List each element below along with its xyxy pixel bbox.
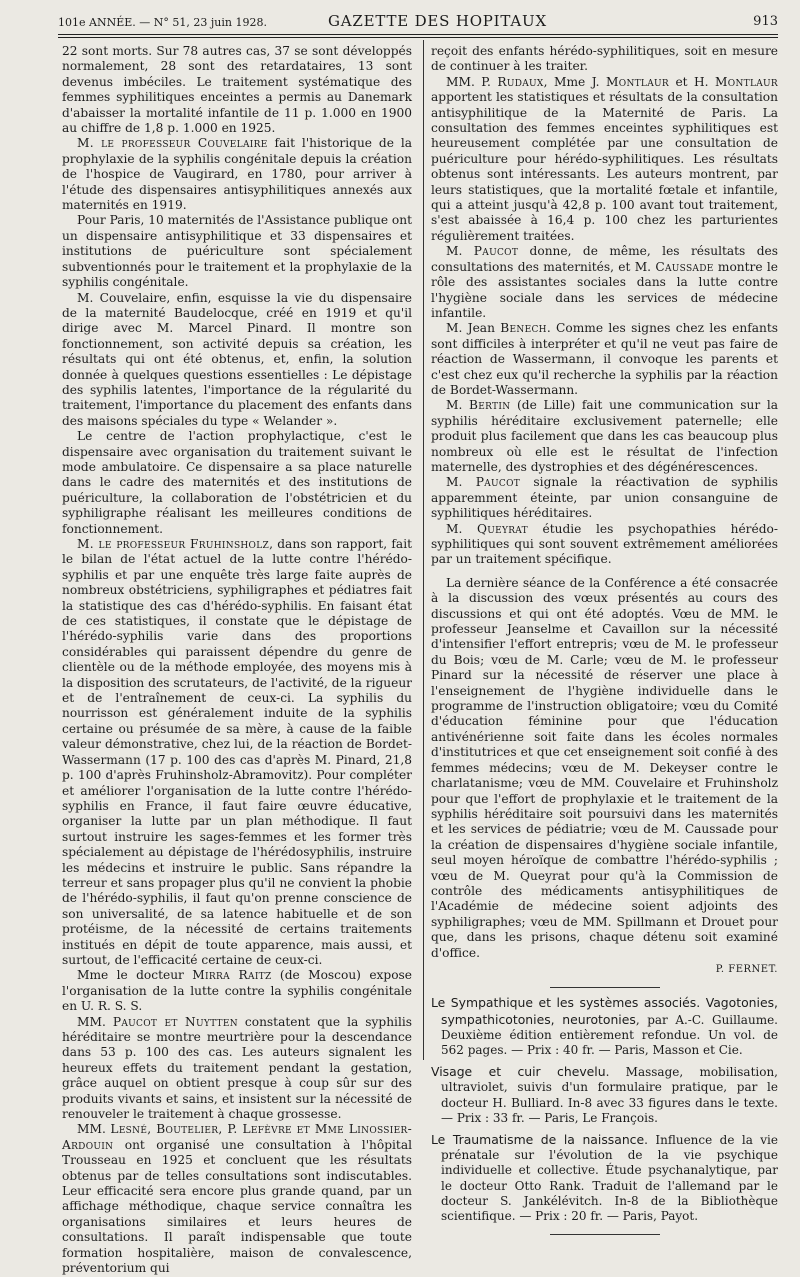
paragraph-text: ont organisé une consultation à l'hôpital Trousseau en 1925 et concluent que les résultats obtenus par de telles consultations sont indiscutables. Leur efficacité sera encore plus grande quand, par un affichage méthodique, chaque service connaîtra les organisations similaires et leurs heures de consultations. Il paraît indispensable que toute formation hospitalière, maison de convalescence, préventorium qui xyxy=(62,1137,412,1276)
paragraph: M. Couvelaire, enfin, esquisse la vie du dispensaire de la maternité Baudelocque, créé en 1919 et qu'il dirige avec M. Marcel Pinard. Il montre son fonctionnement, son activité depuis sa création, les résultats qui ont été obtenus, et, enfin, la solution donnée à quelques questions essentielles : Le dépistage des syphilis latentes, l'importance de la régularité du traitement, l'importance du placement des enfants dans des maisons spéciales du type « Welander ». xyxy=(62,290,412,428)
header-rule-double xyxy=(58,37,778,38)
author-name: Rudaux xyxy=(497,74,544,89)
paragraph-text: M. xyxy=(446,398,470,413)
book-title: Visage et cuir chevelu xyxy=(431,1064,606,1080)
paragraph-text: apportent les statistiques et résultats de la consultation antisyphilitique de la Maternité de Paris. La consultation des femmes enceintes syphilitiques est heureusement complétée par une consultation de puériculture pour hérédo-syphilitiques. Les résultats obtenus sont intéressants. Les auteurs montrent, par leurs statistiques, que la mortalité fœtale et infantile, qui a atteint jusqu'à 42,8 p. 100 avant tout traitement, s'est abaissée à 16,4 p. 100 chez les parturientes régulièrement traitées. xyxy=(431,90,778,243)
signature: P. FERNET. xyxy=(715,963,778,975)
paragraph-text: signale la réactivation de syphilis apparemment éteinte, par union consanguine de syphilitiques héréditaires. xyxy=(431,475,778,521)
author-name: Paucot xyxy=(475,475,521,490)
book-details: , par A.-C. Guillaume. Deuxième édition entièrement refondue. Un vol. de 562 pages. — Prix : 40 fr. — Paris, Masson et Cie. xyxy=(441,1012,778,1057)
paragraph xyxy=(431,475,778,521)
paragraph-text: Mme le docteur xyxy=(77,968,193,983)
book-notice xyxy=(431,995,778,1058)
paragraph xyxy=(62,537,412,968)
book-title: Le Traumatisme de la naissance xyxy=(431,1132,645,1147)
book-title: Le Sympathique et les systèmes associés. Vagotonies, sympathicotonies, neurotonies xyxy=(431,995,778,1027)
paragraph xyxy=(62,136,412,213)
author-name: Lesné, Boutelier, P. Lefèvre et Mme Linossier-Ardouin xyxy=(62,1122,412,1152)
book-details: . Massage, mobilisation, ultraviolet, suivis d'un formulaire pratique, par le docteur H. Bulliard. In-8 avec 33 figures dans le texte. — Prix : 33 fr. — Paris, Le François. xyxy=(441,1065,778,1125)
author-name: M. le professeur Couvelaire xyxy=(77,136,268,151)
book-notice xyxy=(431,1132,778,1224)
paragraph-text: M. Jean xyxy=(446,321,501,336)
paragraph-text: MM. xyxy=(77,1014,113,1029)
header-rule xyxy=(58,34,778,35)
left-column xyxy=(62,44,412,1277)
paragraph: Pour Paris, 10 maternités de l'Assistance publique ont un dispensaire antisyphilitique et 33 dispensaires et institutions de puériculture sont spécialement subventionnés pour le traitement et la prophylaxie de la syphilis congénitale. xyxy=(62,213,412,290)
paragraph xyxy=(62,1015,412,1123)
paragraph: Le centre de l'action prophylactique, c'est le dispensaire avec organisation du traitement suivant le mode ambulatoire. Ce dispensaire a sa place naturelle dans le cadre des maternités et des institutions de puériculture, la collaboration de l'obstétricien et du syphiligraphe réalisant les meilleures conditions de fonctionnement. xyxy=(62,429,412,536)
right-column xyxy=(431,44,778,1242)
paragraph-text: MM. xyxy=(77,1122,111,1137)
separator xyxy=(431,987,778,988)
paragraph-text: , Mme J. xyxy=(543,74,606,89)
paragraph xyxy=(431,522,778,568)
author-name: Benech xyxy=(500,321,547,336)
author-name: Caussade xyxy=(655,259,714,274)
page-number: 913 xyxy=(753,14,778,29)
paragraph: 22 sont morts. Sur 78 autres cas, 37 se sont développés normalement, 28 sont des retardataires, 13 sont devenus imbéciles. Le traitement systématique des femmes syphilitiques enceintes a permis au Danemark d'abaisser la mortalité infantile de 11 p. 1.000 en 1900 au chiffre de 1,8 p. 1.000 en 1925. xyxy=(62,44,412,136)
paragraph xyxy=(431,398,778,475)
paragraph xyxy=(62,1122,412,1276)
column-divider xyxy=(423,40,424,1060)
journal-title: GAZETTE DES HOPITAUX xyxy=(328,12,547,30)
paragraph-text: étudie les psychopathies hérédo-syphilitiques qui sont souvent extrêmement améliorées par un traitement spécifique. xyxy=(431,521,778,567)
book-details: . Influence de la vie prénatale sur l'évolution de la vie psychique individuelle et collective. Étude psychanalytique, par le docteur Otto Rank. Traduit de l'allemand par le docteur S. Jankélévitch. In-8 de la Bibliothèque scientifique. — Prix : 20 fr. — Paris, Payot. xyxy=(441,1133,778,1224)
issue-info: 101e ANNÉE. — N° 51, 23 juin 1928. xyxy=(58,16,267,29)
author-name: Mirra Raitz xyxy=(192,968,272,983)
author-name: Queyrat xyxy=(476,521,528,536)
paragraph-text: , dans son rapport, fait le bilan de l'état actuel de la lutte contre l'hérédo-syphilis et par une enquête très large faite auprès de nombreux obstétriciens, syphiligraphes et pédiatres fait la statistique des cas d'hérédo-syphilis. En faisant état de ces statistiques, il constate que le dépistage de l'hérédo-syphilis varie dans des proportions considérables qui paraissent dépendre du genre de clientèle ou de la méthode employée, des moyens mis à la disposition des scrutateurs, de l'activité, de la rigueur et de l'entraînement de ceux-ci. La syphilis du nourrisson est généralement induite de la syphilis certaine ou présumée de sa mère, à cause de la faible valeur démonstrative, chez lui, de la réaction de Bordet-Wassermann (17 p. 100 des cas d'après M. Pinard, 21,8 p. 100 d'après Fruhinsholz-Abramovitz). Pour compléter et améliorer l'organisation de la lutte contre l'hérédo-syphilis en France, il faut faire œuvre éducative, organiser la lutte par un plan méthodique. Il faut surtout instruire les sages-femmes et les former très spécialement au dépistage de l'hérédosyphilis, instruire les médecins et instruire le public. Sans répandre la terreur et sans propager plus qu'il ne convient la phobie de l'hérédo-syphilis, il faut qu'on prenne conscience de son universalité, de sa latence habituelle et de son protéisme, de la nécessité de certains traitements institués en dépit de toute apparence, mais aussi, et surtout, de l'efficacité certaine de ceux-ci. xyxy=(62,537,412,967)
paragraph: La dernière séance de la Conférence a été consacrée à la discussion des vœux présentés au cours des discussions et qui ont été adoptés. Vœu de MM. le professeur Jeanselme et Cavaillon sur la nécessité d'intensifier l'effort entrepris; vœu de M. le professeur du Bois; vœu de M. Carle; vœu de M. le professeur Pinard sur la nécessité de réserver une place à l'enseignement de l'hygiène individuelle dans le programme de l'instruction obligatoire; vœu du Comité d'éducation féminine pour que l'éducation antivénérienne soit faite dans les écoles normales d'institutrices et que cet enseignement soit confié à des femmes médecins; vœu de M. Dekeyser contre le charlatanisme; vœu de MM. Couvelaire et Fruhinsholz pour que l'effort de prophylaxie et le traitement de la syphilis héréditaire soit poursuivi dans les maternités et les services de pédiatrie; vœu de M. Caussade pour la création de dispensaires d'hygiène sociale infantile, seul moyen héroïque de combattre l'hérédo-syphilis ; vœu de M. Queyrat pour qu'à la Commission de contrôle des médicaments antisyphilitiques de l'Académie de médecine soient adjoints des syphiligraphes; vœu de MM. Spillmann et Drouet pour que, dans les prisons, chaque détenu soit examiné d'office. xyxy=(431,575,778,960)
paragraph-text: . Comme les signes chez les enfants sont difficiles à interpréter et qu'il ne veut pas faire de réaction de Wassermann, il convoque les parents et c'est chez eux qu'il recherche la syphilis par la réaction de Bordet-Wassermann. xyxy=(431,321,778,397)
paragraph xyxy=(431,75,778,244)
paragraph-text: constatent que la syphilis héréditaire se montre meurtrière pour la descendance dans 53 p. 100 des cas. Les auteurs signalent les heureux effets du traitement pendant la gestation, grâce auquel on obtient presque à coup sûr sur des produits vivants et sains, et insistent sur la nécessité de renouveler le traitement à chaque grossesse. xyxy=(62,1014,412,1122)
paragraph xyxy=(431,321,778,398)
paragraph-text: donne, de même, les résultats des consultations des maternités, et M. xyxy=(431,244,778,274)
paragraph xyxy=(431,244,778,321)
author-name: M. le professeur Fruhinsholz xyxy=(77,537,270,551)
paragraph-text: et H. xyxy=(668,74,716,89)
paragraph-text: montre le rôle des assistantes sociales dans la lutte contre l'hygiène sociale dans les services de médecine infantile. xyxy=(431,259,778,320)
paragraph-text: MM. P. xyxy=(446,74,498,89)
author-name: Paucot xyxy=(473,244,519,259)
paragraph-text: fait l'historique de la prophylaxie de la syphilis congénitale depuis la création de l'hospice de Vaugirard, en 1780, pour arriver à l'étude des dispensaires antisyphilitiques annexés aux maternités en 1919. xyxy=(62,136,412,213)
page-header xyxy=(58,12,778,36)
paragraph-text: (de Moscou) expose l'organisation de la lutte contre la syphilis congénitale en U. R. S. S. xyxy=(62,968,413,1014)
author-name: Bertin xyxy=(469,398,511,413)
book-notice xyxy=(431,1064,778,1126)
paragraph: reçoit des enfants hérédo-syphilitiques, soit en mesure de continuer à les traiter. xyxy=(431,44,778,74)
paragraph-text: (de Lille) fait une communication sur la syphilis héréditaire exclusivement paternelle; elle produit plus facilement que dans les cas beaucoup plus nombreux où elle est le résultat de l'infection maternelle, des dystrophies et des dégénérescences. xyxy=(431,398,778,474)
paragraph-text: M. xyxy=(446,244,474,259)
author-name: Montlaur xyxy=(715,74,778,89)
paragraph xyxy=(62,968,412,1014)
paragraph-text: M. xyxy=(446,521,477,536)
author-name: Paucot et Nuytten xyxy=(112,1014,238,1029)
paragraph-text: M. xyxy=(446,475,476,490)
author-name: Montlaur xyxy=(606,74,669,89)
separator xyxy=(431,1234,778,1235)
